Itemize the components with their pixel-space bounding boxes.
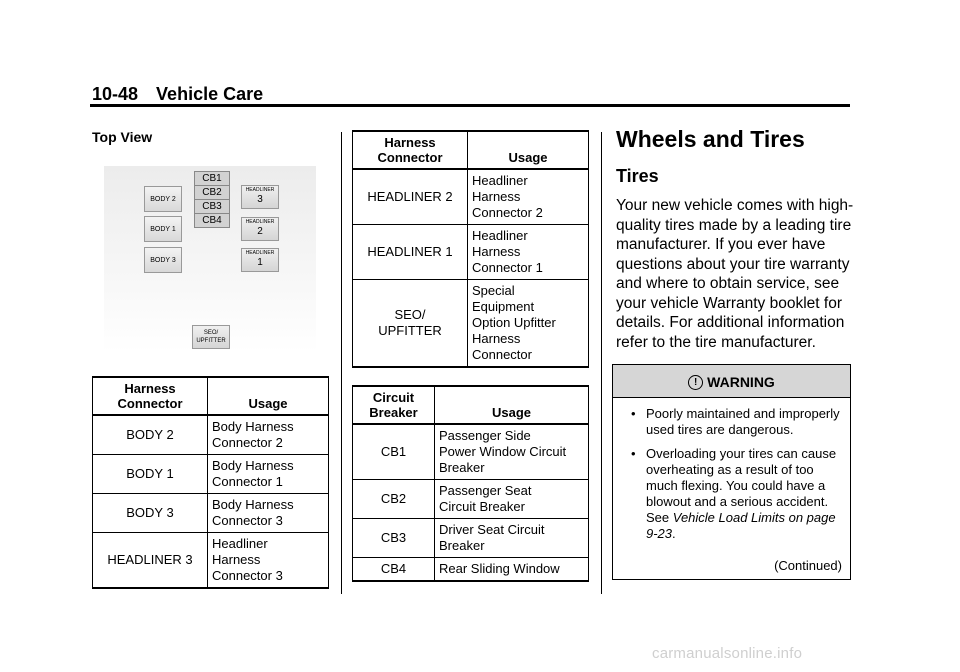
col-header-connector: Harness Connector	[93, 377, 208, 415]
col-header-connector: Harness Connector	[353, 131, 468, 169]
col-header-usage: Usage	[208, 377, 329, 415]
col-header-usage: Usage	[435, 386, 589, 424]
fuse-block-diagram	[104, 166, 316, 352]
table-row: BODY 2 Body Harness Connector 2	[93, 415, 329, 455]
page-number: 10-48	[92, 84, 139, 104]
fuse-body-1: BODY 1	[144, 216, 182, 242]
header-rule	[90, 104, 850, 107]
section-heading: Wheels and Tires	[616, 126, 805, 152]
warning-icon: !	[688, 375, 703, 390]
seo-line-1: SEO/	[203, 330, 219, 336]
headliner-number: 3	[257, 194, 263, 205]
headliner-1	[241, 248, 279, 272]
table-row: CB4 Rear Sliding Window	[353, 558, 589, 582]
headliner-label: HEADLINER	[245, 187, 275, 193]
fuse-body-2: BODY 2	[144, 186, 182, 212]
breaker-cb4: CB4	[194, 213, 230, 228]
table-row: CB1 Passenger Side Power Window Circuit Breaker	[353, 424, 589, 480]
table-row: CB2 Passenger Seat Circuit Breaker	[353, 480, 589, 519]
seo-upfitter-connector	[192, 325, 230, 349]
table-row: HEADLINER 3 Headliner Harness Connector 3	[93, 533, 329, 589]
seo-line-2: UPFITTER	[196, 338, 226, 344]
section-title: Vehicle Care	[156, 84, 264, 104]
cross-reference: Vehicle Load Limits on page 9-23	[646, 510, 836, 541]
harness-connector-table-1	[92, 376, 329, 589]
continued-label: (Continued)	[774, 558, 842, 573]
circuit-breaker-table	[352, 385, 589, 582]
table-row: HEADLINER 2 Headliner Harness Connector 2	[353, 169, 589, 225]
col-header-breaker: Circuit Breaker	[353, 386, 435, 424]
top-view-heading: Top View	[92, 129, 153, 145]
table-row: HEADLINER 1 Headliner Harness Connector 1	[353, 225, 589, 280]
warning-body	[613, 398, 850, 542]
column-divider-1	[341, 132, 342, 594]
page-header	[92, 84, 263, 105]
headliner-number: 2	[257, 226, 263, 237]
column-divider-2	[601, 132, 602, 594]
table-row: CB3 Driver Seat Circuit Breaker	[353, 519, 589, 558]
breaker-cb2: CB2	[194, 185, 230, 200]
sub-heading: Tires	[616, 166, 659, 186]
warning-bullet: • Overloading your tires can cause overheating as a result of too much flexing. You could have a blowout and a serious accident. See Vehicle Load Limits on page 9-23.	[631, 446, 840, 542]
warning-label: WARNING	[707, 374, 775, 390]
breaker-cb1: CB1	[194, 171, 230, 186]
headliner-label: HEADLINER	[245, 250, 275, 256]
watermark: carmanualsonline.info	[652, 645, 803, 662]
body-paragraph: Your new vehicle comes with high-quality tires made by a leading tire manufacturer. If you ever have questions about your tire warranty and where to obtain service, see your vehicle Warranty booklet for details. For additional information refer to the tire manufacturer.	[616, 197, 854, 351]
headliner-3	[241, 185, 279, 209]
table-row: SEO/ UPFITTER Special Equipment Option Upfitter Harness Connector	[353, 280, 589, 368]
headliner-2	[241, 217, 279, 241]
headliner-number: 1	[257, 257, 263, 268]
warning-header	[613, 365, 850, 398]
warning-bullet: • Poorly maintained and improperly used tires are dangerous.	[631, 406, 840, 438]
fuse-body-3: BODY 3	[144, 247, 182, 273]
breaker-cb3: CB3	[194, 199, 230, 214]
table-row: BODY 1 Body Harness Connector 1	[93, 455, 329, 494]
warning-box	[612, 364, 851, 580]
table-row: BODY 3 Body Harness Connector 3	[93, 494, 329, 533]
col-header-usage: Usage	[468, 131, 589, 169]
harness-connector-table-2	[352, 130, 589, 368]
headliner-label: HEADLINER	[245, 219, 275, 225]
